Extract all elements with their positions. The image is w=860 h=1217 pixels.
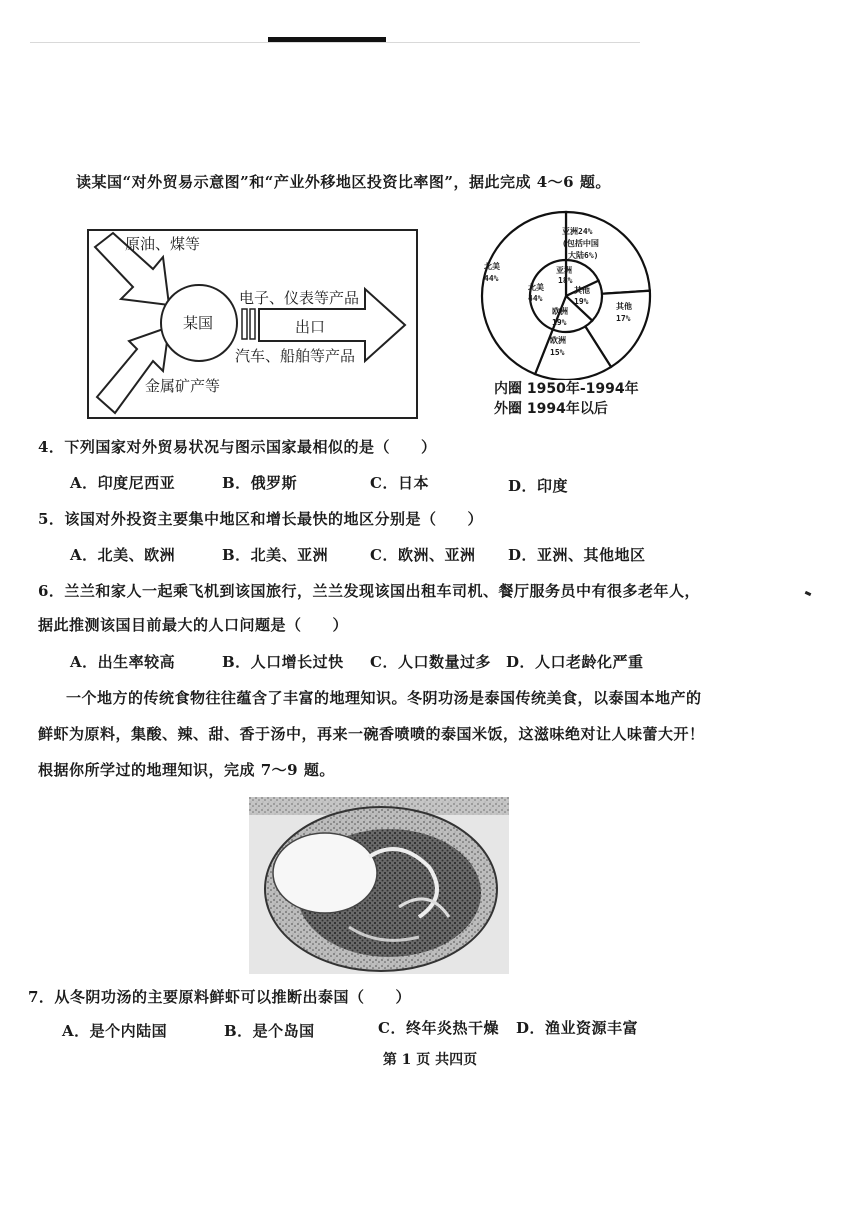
pie-caption-inner: 内圈 1950年-1994年 [494, 381, 639, 397]
export-center-label: 出口 [295, 318, 326, 336]
q4-stem: 4．下列国家对外贸易状况与图示国家最相似的是（ ） [38, 438, 437, 456]
investment-pie-chart [468, 210, 668, 420]
q7-option-d[interactable]: D．渔业资源丰富 [516, 1019, 639, 1037]
section-intro: 读某国“对外贸易示意图”和“产业外移地区投资比率图”，据此完成 4～6 题。 [76, 173, 611, 191]
q5-stem: 5．该国对外投资主要集中地区和增长最快的地区分别是（ ） [38, 510, 483, 528]
divider-bar-2 [250, 309, 255, 339]
q4-option-c[interactable]: C．日本 [370, 474, 429, 492]
q5-option-a[interactable]: A．北美、欧洲 [70, 546, 176, 564]
q6-option-c[interactable]: C．人口数量过多 [370, 653, 491, 671]
q6-option-a[interactable]: A．出生率较高 [70, 653, 176, 671]
trade-arrows [87, 229, 418, 419]
inner-asia-label-2: 18% [558, 276, 573, 285]
q7-stem: 7．从冬阴功汤的主要原料鲜虾可以推断出泰国（ ） [28, 988, 411, 1006]
passage-line-2: 鲜虾为原料，集酸、辣、甜、香于汤中，再来一碗香喷喷的泰国米饭，这滋味绝对让人味蕾大开！ [38, 725, 705, 743]
scan-speck [805, 591, 812, 596]
outer-asia-label-1: 亚洲24% [562, 227, 593, 236]
passage-line-1: 一个地方的传统食物往往蕴含了丰富的地理知识。冬阴功汤是泰国传统美食，以泰国本地产的 [66, 689, 702, 707]
outer-asia-label-3: 大陆6%) [568, 251, 599, 260]
q6-stem-line2: 据此推测该国目前最大的人口问题是（ ） [38, 616, 349, 634]
inner-na-label-2: 44% [528, 294, 543, 303]
export-bottom-label: 汽车、船舶等产品 [235, 347, 356, 365]
outer-europe-label-1: 欧洲 [550, 336, 566, 345]
import-bottom-label: 金属矿产等 [145, 377, 221, 395]
inner-europe-label-1: 欧洲 [552, 307, 568, 316]
inner-asia-label-1: 亚洲 [556, 266, 572, 275]
country-label: 某国 [183, 314, 214, 332]
q4-option-b[interactable]: B．俄罗斯 [222, 474, 298, 492]
import-top-label: 原油、煤等 [125, 235, 201, 253]
q7-option-c[interactable]: C．终年炎热干燥 [378, 1019, 499, 1037]
q5-option-b[interactable]: B．北美、亚洲 [222, 546, 329, 564]
inner-other-label-1: 其他 [574, 286, 590, 295]
import-arrow-bottom [97, 327, 169, 413]
passage-line-3: 根据你所学过的地理知识，完成 7～9 题。 [38, 761, 335, 779]
page-footer: 第 1 页 共四页 [382, 1052, 478, 1068]
q6-option-d[interactable]: D．人口老龄化严重 [506, 653, 644, 671]
export-top-label: 电子、仪表等产品 [239, 289, 360, 307]
q6-stem-line1: 6．兰兰和家人一起乘飞机到该国旅行，兰兰发现该国出租车司机、餐厅服务员中有很多老年人， [38, 582, 700, 600]
q7-option-b[interactable]: B．是个岛国 [224, 1022, 315, 1040]
inner-europe-label-2: 19% [552, 318, 567, 327]
outer-na-label-1: 北美 [484, 262, 500, 271]
q5-option-d[interactable]: D．亚洲、其他地区 [508, 546, 646, 564]
inner-other-label-2: 19% [574, 297, 589, 306]
pie-caption-outer: 外圈 1994年以后 [494, 401, 608, 417]
outer-other-label-2: 17% [616, 314, 631, 323]
outer-na-label-2: 44% [484, 274, 499, 283]
scan-line [30, 42, 640, 43]
outer-europe-label-2: 15% [550, 348, 565, 357]
outer-other-label-1: 其他 [616, 302, 632, 311]
divider-bar-1 [242, 309, 247, 339]
soup-illustration [249, 797, 509, 974]
q4-option-a[interactable]: A．印度尼西亚 [70, 474, 176, 492]
tom-yum-soup-photo [249, 797, 509, 974]
q6-option-b[interactable]: B．人口增长过快 [222, 653, 344, 671]
inner-na-label-1: 北美 [528, 283, 544, 292]
trade-diagram [87, 229, 418, 419]
q5-option-c[interactable]: C．欧洲、亚洲 [370, 546, 476, 564]
q4-option-d[interactable]: D．印度 [508, 477, 569, 495]
q7-option-a[interactable]: A．是个内陆国 [62, 1022, 168, 1040]
outer-asia-label-2: (包括中国 [562, 239, 599, 248]
